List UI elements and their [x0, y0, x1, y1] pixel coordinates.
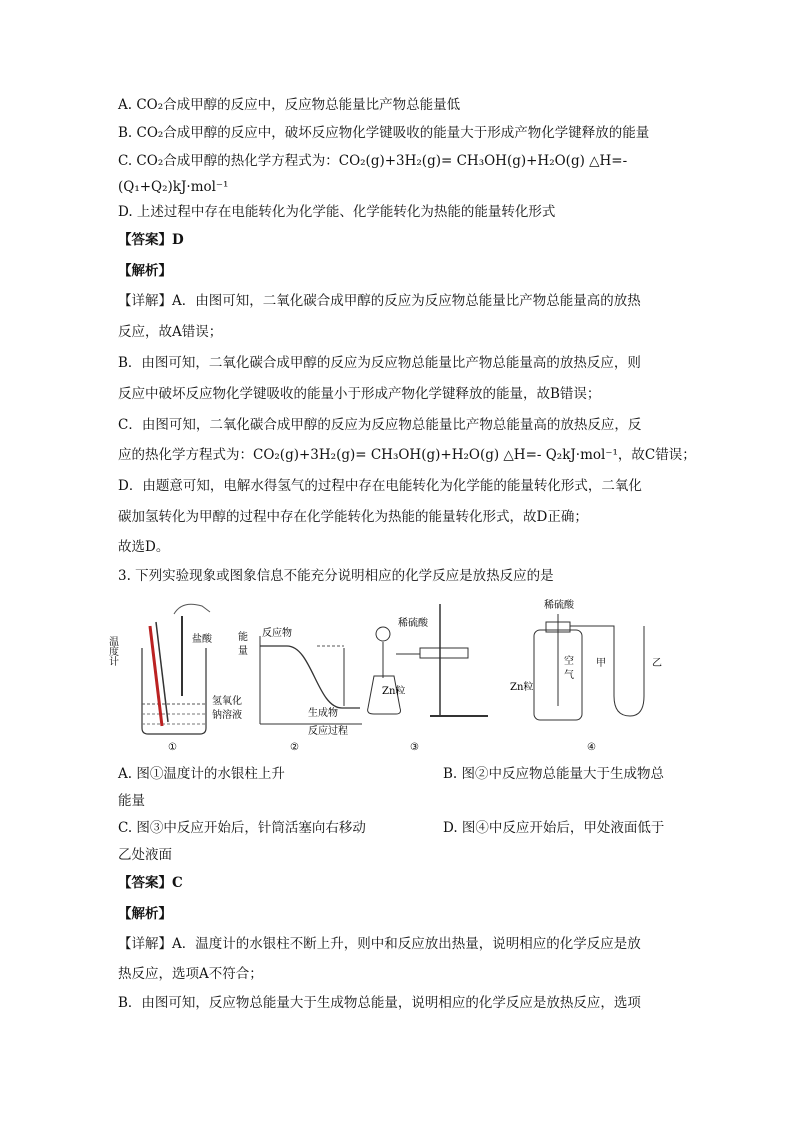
air-label-1: 空 [564, 656, 574, 667]
q2-detail-line7: D．由题意可知，电解水得氢气的过程中存在电能转化为化学能的能量转化形式，二氧化 [118, 478, 642, 494]
q2-detail-line8: 碳加氢转化为甲醇的过程中存在化学能转化为热能的能量转化形式，故D正确； [118, 509, 588, 525]
acid-label-3: 稀硫酸 [398, 618, 428, 629]
figure-4-bottle-utube [510, 598, 662, 753]
q2-detail-line6: 应的热化学方程式为：CO₂(g)+3H₂(g)= CH₃OH(g)+H₂O(g) △H=- Q₂kJ·mol⁻¹，故C错误； [118, 447, 696, 463]
figure-1-thermometer-beaker [107, 604, 243, 753]
jia-label: 甲 [596, 658, 606, 669]
q2-detail-line3: B．由图可知，二氧化碳合成甲醇的反应为反应物总能量比产物总能量高的放热反应，则 [118, 355, 641, 371]
option-c-line2: (Q₁+Q₂)kJ·mol⁻¹ [118, 179, 229, 195]
figure-2-number: ② [290, 742, 299, 753]
figure-2-energy-diagram [238, 626, 362, 753]
process-axis-label: 反应过程 [308, 726, 348, 737]
q2-detail-line4: 反应中破坏反应物化学键吸收的能量小于形成产物化学键释放的能量，故B错误； [118, 386, 601, 402]
q3-stem: 3. 下列实验现象或图象信息不能充分说明相应的化学反应是放热反应的是 [118, 568, 554, 584]
q3-analysis-heading: 【解析】 [118, 906, 172, 922]
q2-analysis-heading: 【解析】 [118, 263, 172, 279]
naoh-label-2: 钠溶液 [212, 710, 242, 721]
zn-label-4: Zn粒 [510, 682, 534, 693]
thermometer-label: 温度计 [106, 636, 118, 666]
figure-3-number: ③ [410, 742, 419, 753]
q3-detail-line1: 【详解】A．温度计的水银柱不断上升，则中和反应放出热量，说明相应的化学反应是放 [118, 936, 641, 952]
product-label: 生成物 [308, 708, 338, 719]
option-d: D. 上述过程中存在电能转化为化学能、化学能转化为热能的能量转化形式 [118, 204, 556, 220]
reactant-label: 反应物 [262, 628, 292, 639]
hcl-label: 盐酸 [192, 634, 212, 645]
naoh-label-1: 氢氧化 [212, 696, 242, 707]
q3-option-c: C. 图③中反应开始后，针筒活塞向右移动 [118, 820, 366, 836]
zn-label-3: Zn粒 [382, 686, 406, 697]
q2-detail-line2: 反应，故A错误； [118, 324, 223, 340]
figure-3-flask-syringe [368, 604, 488, 753]
energy-axis-label-1: 能 [238, 632, 248, 643]
q2-detail-line1: 【详解】A．由图可知，二氧化碳合成甲醇的反应为反应物总能量比产物总能量高的放热 [118, 293, 641, 309]
figure-4-number: ④ [587, 742, 596, 753]
air-label-2: 气 [564, 670, 574, 681]
q2-conclusion: 故选D。 [118, 539, 170, 555]
q3-detail-line3: B．由图可知，反应物总能量大于生成物总能量，说明相应的化学反应是放热反应，选项 [118, 995, 641, 1011]
q3-option-a: A. 图①温度计的水银柱上升 [118, 766, 285, 782]
q3-answer: 【答案】C [118, 875, 183, 891]
q3-option-d-line2: 乙处液面 [118, 847, 172, 863]
option-b: B. CO₂合成甲醇的反应中，破坏反应物化学键吸收的能量大于形成产物化学键释放的能量 [118, 125, 650, 141]
q3-figures [106, 596, 682, 756]
option-c-line1: C. CO₂合成甲醇的热化学方程式为：CO₂(g)+3H₂(g)= CH₃OH(g)+H₂O(g) △H=- [118, 153, 628, 169]
energy-axis-label-2: 量 [238, 646, 248, 657]
q2-detail-line5: C．由图可知，二氧化碳合成甲醇的反应为反应物总能量比产物总能量高的放热反应，反 [118, 417, 642, 433]
acid-label-4: 稀硫酸 [544, 600, 574, 611]
yi-label: 乙 [652, 658, 662, 669]
option-a: A. CO₂合成甲醇的反应中，反应物总能量比产物总能量低 [118, 97, 461, 113]
q3-option-b-line1: B. 图②中反应物总能量大于生成物总 [443, 766, 665, 782]
q3-detail-line2: 热反应，选项A不符合； [118, 966, 263, 982]
q3-option-d-line1: D. 图④中反应开始后，甲处液面低于 [443, 820, 665, 836]
q2-answer: 【答案】D [118, 232, 184, 248]
figure-1-number: ① [168, 742, 177, 753]
q3-option-b-line2: 能量 [118, 793, 145, 809]
